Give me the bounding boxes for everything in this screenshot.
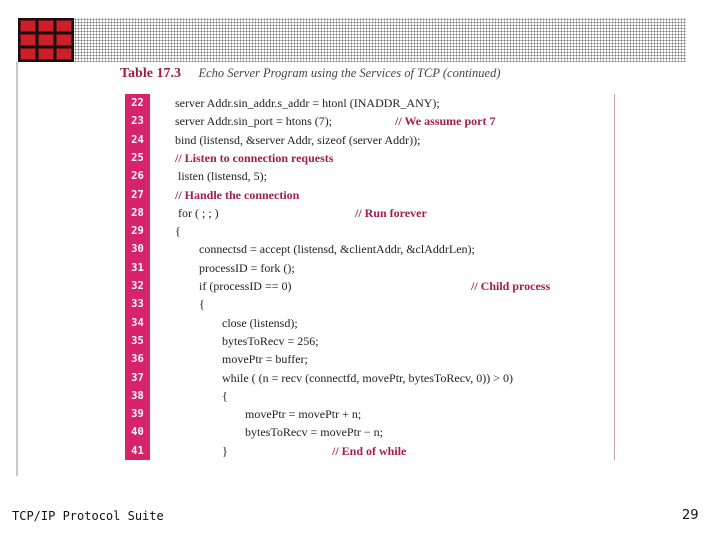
right-divider xyxy=(614,94,615,460)
code-text: connectsd = accept (listensd, &clientAddr, &clAddrLen); xyxy=(199,242,475,257)
code-line xyxy=(125,240,595,258)
line-number: 29 xyxy=(131,225,144,238)
line-number: 41 xyxy=(131,444,144,457)
code-line xyxy=(125,149,595,167)
line-number: 31 xyxy=(131,261,144,274)
code-line xyxy=(125,423,595,441)
line-number: 30 xyxy=(131,243,144,256)
code-line xyxy=(125,131,595,149)
code-text: { xyxy=(175,224,181,239)
code-comment: // We assume port 7 xyxy=(395,114,496,129)
line-number: 34 xyxy=(131,316,144,329)
line-number: 38 xyxy=(131,389,144,402)
code-line xyxy=(125,94,595,112)
line-number: 23 xyxy=(131,115,144,128)
code-line xyxy=(125,222,595,240)
page-number: 29 xyxy=(682,508,699,523)
line-number: 39 xyxy=(131,408,144,421)
line-number: 32 xyxy=(131,280,144,292)
code-text: } xyxy=(222,443,228,458)
code-text: processID = fork (); xyxy=(199,260,295,275)
code-text: bytesToRecv = 256; xyxy=(222,333,319,348)
code-line xyxy=(125,259,595,277)
code-line xyxy=(125,204,595,222)
code-comment: // Listen to connection requests xyxy=(175,150,334,165)
line-number: 25 xyxy=(131,151,144,164)
code-line xyxy=(125,277,595,295)
code-text: listen (listensd, 5); xyxy=(175,169,267,184)
code-text: while ( (n = recv (connectfd, movePtr, bytesToRecv, 0)) > 0) xyxy=(222,370,514,385)
line-number: 27 xyxy=(131,188,144,201)
code-comment: // Handle the connection xyxy=(175,187,300,202)
table-number: Table 17.3 xyxy=(120,66,181,81)
code-line xyxy=(125,167,595,185)
code-text: if (processID == 0) xyxy=(199,279,292,293)
footer-title: TCP/IP Protocol Suite xyxy=(12,509,164,523)
table-title xyxy=(120,66,500,82)
line-number: 37 xyxy=(131,371,144,384)
line-number: 40 xyxy=(131,426,144,439)
code-text: bytesToRecv = movePtr − n; xyxy=(245,425,384,440)
header-band xyxy=(74,18,686,62)
table-caption: Echo Server Program using the Services of TCP (continued) xyxy=(198,66,501,80)
code-line xyxy=(125,295,595,313)
left-divider xyxy=(16,62,18,476)
code-comment: // Run forever xyxy=(355,205,427,220)
code-line xyxy=(125,350,595,368)
line-number: 35 xyxy=(131,334,144,347)
code-line xyxy=(125,332,595,350)
line-number: 26 xyxy=(131,170,144,183)
line-number: 36 xyxy=(131,353,144,366)
code-text: { xyxy=(199,297,205,312)
code-text: server Addr.sin_port = htons (7); xyxy=(175,114,333,129)
code-line xyxy=(125,442,595,460)
code-text: close (listensd); xyxy=(222,315,298,330)
code-text: movePtr = movePtr + n; xyxy=(245,407,362,422)
suite-logo xyxy=(18,18,74,62)
code-text: { xyxy=(222,388,228,403)
code-text: server Addr.sin_addr.s_addr = htonl (INADDR_ANY); xyxy=(175,96,440,110)
line-number: 22 xyxy=(131,97,144,109)
line-number: 33 xyxy=(131,298,144,311)
code-line xyxy=(125,112,595,130)
line-number: 24 xyxy=(131,133,144,146)
code-text: for ( ; ; ) xyxy=(175,205,219,220)
code-text: movePtr = buffer; xyxy=(222,352,308,367)
code-text: bind (listensd, &server Addr, sizeof (server Addr)); xyxy=(175,132,421,147)
code-line xyxy=(125,314,595,332)
code-comment: // End of while xyxy=(332,443,407,458)
line-number: 28 xyxy=(131,206,144,219)
code-line xyxy=(125,405,595,423)
code-line xyxy=(125,369,595,387)
code-comment: // Child process xyxy=(471,279,551,293)
code-line xyxy=(125,387,595,405)
code-line xyxy=(125,186,595,204)
